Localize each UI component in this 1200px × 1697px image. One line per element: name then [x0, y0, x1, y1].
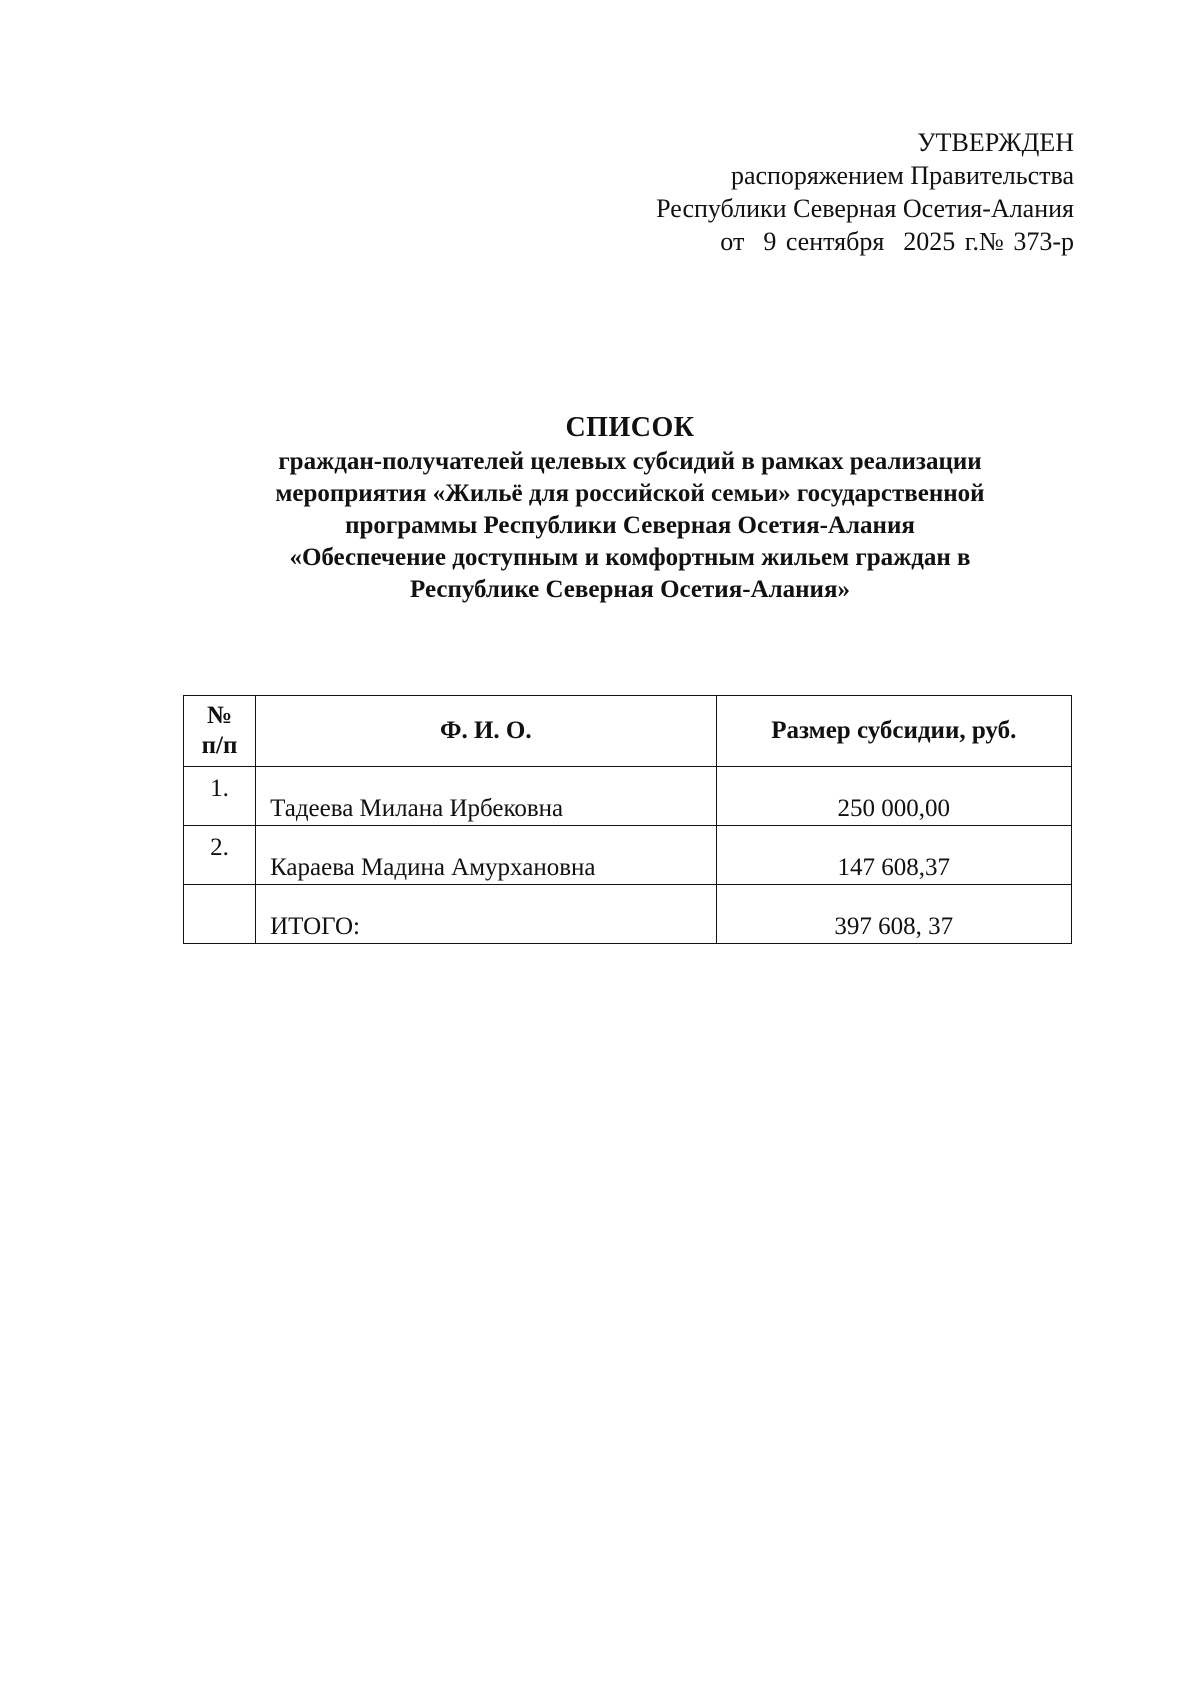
recipients-table: [183, 695, 1072, 944]
subtitle-line: программы Республики Северная Осетия-Алания: [345, 512, 915, 539]
table-row: [184, 826, 1072, 885]
row-name: Караева Мадина Амурхановна: [256, 826, 717, 885]
row-amount: 147 608,37: [716, 826, 1071, 885]
approval-decree: распоряжением Правительства: [730, 161, 1074, 190]
row-number: 1.: [184, 767, 256, 826]
subtitle-line: граждан-получателей целевых субсидий в рамках реализации: [278, 448, 982, 475]
row-name: Тадеева Милана Ирбековна: [256, 767, 717, 826]
subtitle-line: Республике Северная Осетия-Алания»: [410, 576, 850, 603]
header-number: [184, 696, 256, 767]
subtitle-line: мероприятия «Жильё для российской семьи» государственной: [275, 480, 985, 507]
document-title-block: [200, 410, 1060, 606]
recipients-table-wrapper: [183, 695, 1072, 944]
total-label: ИТОГО:: [256, 885, 717, 944]
header-number-abbr: п/п: [201, 732, 238, 759]
approval-title: УТВЕРЖДЕН: [917, 128, 1074, 157]
row-amount: 250 000,00: [716, 767, 1071, 826]
table-header-row: [184, 696, 1072, 767]
total-number: [184, 885, 256, 944]
header-number-sign: №: [206, 702, 233, 729]
row-number: 2.: [184, 826, 256, 885]
document-title: СПИСОК: [565, 412, 695, 443]
approval-stamp: [554, 126, 1074, 258]
total-amount: 397 608, 37: [716, 885, 1071, 944]
header-name: Ф. И. О.: [256, 696, 717, 767]
total-row: [184, 885, 1072, 944]
table-row: [184, 767, 1072, 826]
subtitle-line: «Обеспечение доступным и комфортным жильем граждан в: [289, 544, 971, 571]
approval-republic: Республики Северная Осетия-Алания: [656, 194, 1074, 223]
document-subtitle: [200, 446, 1060, 606]
approval-date: от 9 сентября 2025 г.№ 373-р: [720, 227, 1074, 256]
header-amount: Размер субсидии, руб.: [716, 696, 1071, 767]
